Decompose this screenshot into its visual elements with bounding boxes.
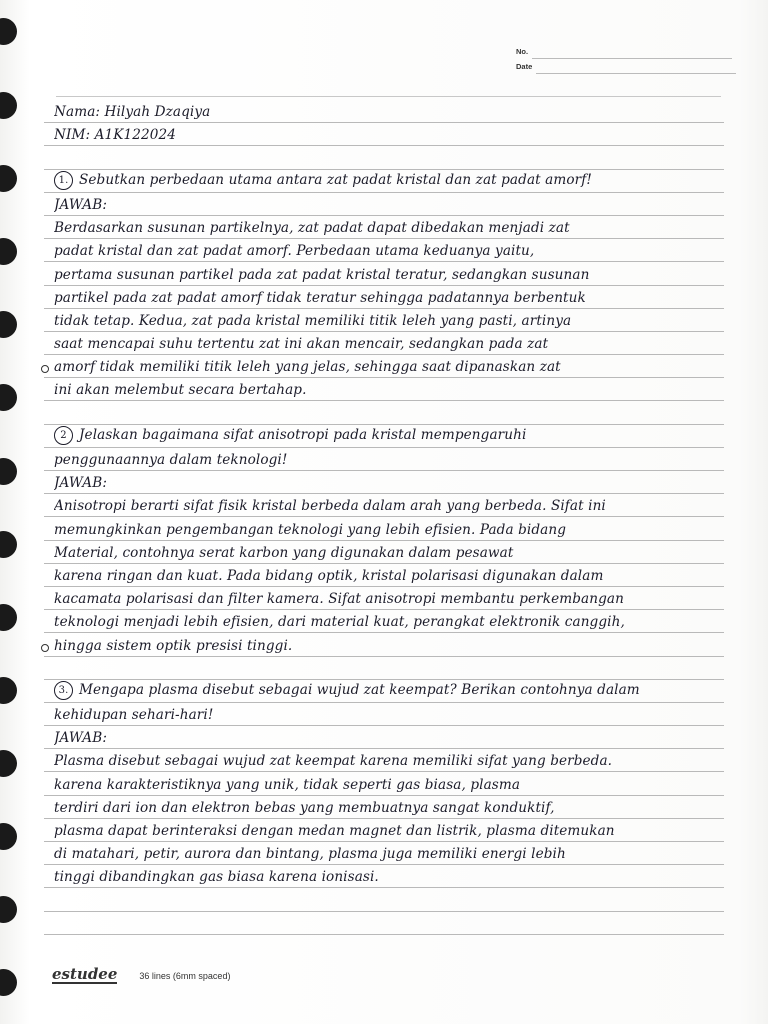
ruled-line [44, 633, 724, 656]
ruled-line [44, 610, 724, 633]
question-number: 3. [54, 681, 73, 700]
line-text: Anisotropi berarti sifat fisik kristal berbeda dalam arah yang berbeda. Sifat ini [54, 498, 606, 515]
question-number: 1. [54, 171, 73, 190]
ruled-line [44, 309, 724, 332]
ruled-line [44, 517, 724, 540]
margin-dot [41, 365, 49, 373]
handwritten-text [54, 104, 724, 120]
ruled-line [44, 726, 724, 749]
line-text: ini akan melembut secara bertahap. [54, 382, 307, 399]
handwritten-text [54, 171, 724, 190]
handwritten-text [54, 290, 724, 306]
no-label: No. [516, 47, 529, 56]
line-text: kehidupan sehari-hari! [54, 707, 214, 724]
handwritten-text [54, 753, 724, 769]
line-text: padat kristal dan zat padat amorf. Perbedaan utama keduanya yaitu, [54, 243, 535, 260]
line-text: tidak tetap. Kedua, zat pada kristal memiliki titik leleh yang pasti, artinya [54, 312, 572, 329]
date-label: Date [516, 62, 533, 71]
handwritten-text [54, 681, 724, 700]
ruled-line [44, 912, 724, 935]
line-text: terdiri dari ion dan elektron bebas yang membuatnya sangat konduktif, [54, 799, 555, 816]
line-text: Berdasarkan susunan partikelnya, zat padat dapat dibedakan menjadi zat [54, 220, 570, 237]
brand-logo: estudee [52, 965, 118, 983]
line-spec-note: 36 lines (6mm spaced) [139, 971, 231, 981]
handwritten-text [54, 522, 724, 538]
binder-hole [0, 677, 17, 704]
binder-hole [0, 969, 17, 996]
handwritten-text [54, 359, 724, 375]
handwritten-text [54, 475, 724, 491]
ruled-line [44, 239, 724, 262]
ruled-line [44, 332, 724, 355]
ruled-line [44, 262, 724, 285]
ruled-line [44, 796, 724, 819]
binder-hole [0, 238, 17, 265]
binder-hole [0, 165, 17, 192]
handwritten-text [54, 800, 724, 816]
line-text: di matahari, petir, aurora dan bintang, plasma juga memiliki energi lebih [54, 846, 566, 863]
ruled-line [44, 471, 724, 494]
binder-hole [0, 18, 17, 45]
handwritten-text [54, 638, 724, 654]
binder-hole [0, 458, 17, 485]
handwritten-text [54, 707, 724, 723]
margin-dot [41, 644, 49, 652]
line-text: Jelaskan bagaimana sifat anisotropi pada kristal mempengaruhi [79, 426, 527, 443]
binder-hole [0, 311, 17, 338]
binder-hole [0, 604, 17, 631]
ruled-line [44, 146, 724, 169]
line-text: amorf tidak memiliki titik leleh yang jelas, sehingga saat dipanaskan zat [54, 359, 561, 376]
ruled-line [44, 888, 724, 911]
handwritten-text [54, 591, 724, 607]
handwritten-text [54, 127, 724, 143]
ruled-line [44, 286, 724, 309]
binder-hole [0, 92, 17, 119]
line-text: plasma dapat berinteraksi dengan medan magnet dan listrik, plasma ditemukan [54, 823, 615, 839]
line-text: Sebutkan perbedaan utama antara zat padat kristal dan zat padat amorf! [79, 171, 592, 188]
date-field [516, 59, 736, 74]
binder-hole [0, 531, 17, 558]
ruled-line [44, 819, 724, 842]
line-text: teknologi menjadi lebih efisien, dari material kuat, perangkat elektronik canggih, [54, 614, 625, 631]
binder-hole [0, 823, 17, 850]
handwritten-text [54, 568, 724, 584]
question-number: 2 [54, 426, 73, 445]
ruled-line [44, 193, 724, 216]
line-text: karena ringan dan kuat. Pada bidang optik, kristal polarisasi digunakan dalam [54, 567, 604, 584]
line-text: penggunaannya dalam teknologi! [54, 452, 288, 468]
binder-hole [0, 750, 17, 777]
handwritten-text [54, 846, 724, 862]
ruled-line [44, 100, 724, 123]
line-text: JAWAB: [54, 475, 107, 492]
line-text: Mengapa plasma disebut sebagai wujud zat keempat? Berikan contohnya dalam [79, 681, 640, 698]
line-text: Plasma disebut sebagai wujud zat keempat karena memiliki sifat yang berbeda. [54, 753, 613, 770]
handwritten-text [54, 452, 724, 468]
ruled-line [44, 842, 724, 865]
ruled-line [44, 564, 724, 587]
line-text: NIM: A1K122024 [54, 127, 176, 144]
line-text: partikel pada zat padat amorf tidak teratur sehingga padatannya berbentuk [54, 289, 586, 306]
binder-hole [0, 896, 17, 923]
ruled-line [44, 401, 724, 424]
ruled-line [44, 448, 724, 471]
line-text: pertama susunan partikel pada zat padat kristal teratur, sedangkan susunan [54, 266, 590, 283]
handwritten-text [54, 220, 724, 236]
ruled-line [44, 494, 724, 517]
ruled-line [44, 657, 724, 680]
ruled-line [44, 216, 724, 239]
line-text: tinggi dibandingkan gas biasa karena ionisasi. [54, 869, 379, 886]
ruled-line [44, 425, 724, 448]
handwritten-text [54, 426, 724, 445]
ruled-line [44, 865, 724, 888]
ruled-line [44, 355, 724, 378]
handwritten-text [54, 243, 724, 259]
no-field [516, 44, 736, 59]
ruled-line [44, 772, 724, 795]
line-text: Material, contohnya serat karbon yang digunakan dalam pesawat [54, 544, 514, 561]
handwritten-text [54, 614, 724, 630]
handwritten-text [54, 197, 724, 213]
ruled-line [44, 541, 724, 564]
line-text: JAWAB: [54, 730, 107, 747]
ruled-line [44, 749, 724, 772]
ruled-line [44, 587, 724, 610]
handwritten-text [54, 267, 724, 283]
ruled-line [44, 680, 724, 703]
header-meta [516, 44, 736, 74]
ruled-line [44, 703, 724, 726]
line-text: karena karakteristiknya yang unik, tidak seperti gas biasa, plasma [54, 776, 521, 793]
line-text: JAWAB: [54, 196, 107, 213]
binder-hole [0, 384, 17, 411]
line-text: hingga sistem optik presisi tinggi. [54, 637, 293, 654]
handwritten-text [54, 336, 724, 352]
line-text: kacamata polarisasi dan filter kamera. Sifat anisotropi membantu perkembangan [54, 591, 624, 608]
handwritten-text [54, 498, 724, 514]
handwritten-text [54, 382, 724, 398]
ruled-line [44, 170, 724, 193]
footer [52, 966, 230, 984]
handwritten-text [54, 730, 724, 746]
ruled-line [44, 123, 724, 146]
line-text: saat mencapai suhu tertentu zat ini akan mencair, sedangkan pada zat [54, 336, 549, 353]
handwritten-text [54, 545, 724, 561]
top-rule [56, 96, 721, 97]
handwritten-text [54, 313, 724, 329]
line-text: memungkinkan pengembangan teknologi yang lebih efisien. Pada bidang [54, 521, 567, 538]
handwritten-text [54, 869, 724, 885]
handwritten-text [54, 823, 724, 839]
ruled-line [44, 378, 724, 401]
binder-holes [0, 0, 30, 1024]
ruled-lines [44, 100, 724, 935]
handwritten-text [54, 777, 724, 793]
line-text: Nama: Hilyah Dzaqiya [54, 104, 211, 121]
